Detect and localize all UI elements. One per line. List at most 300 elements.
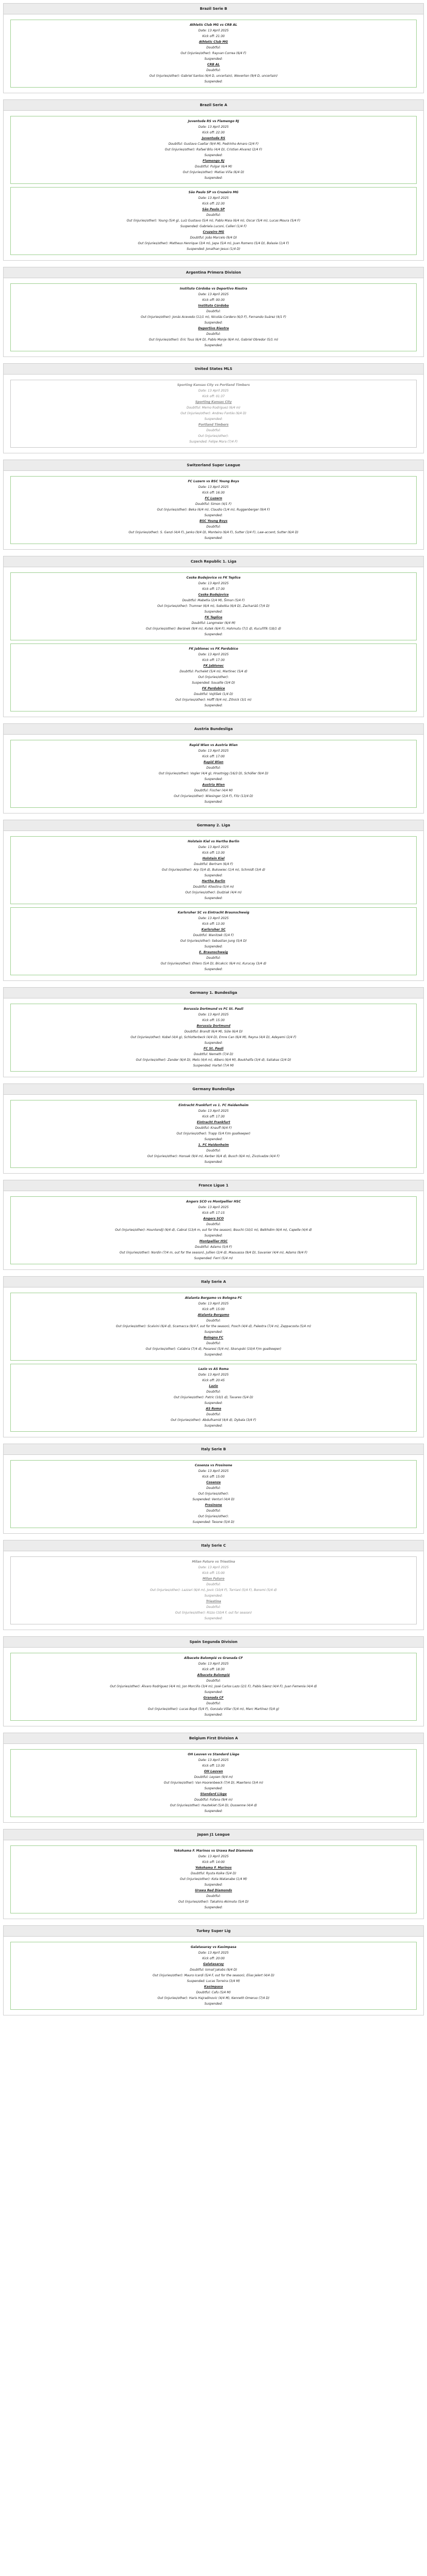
match-kickoff: Kick off: 16:30 xyxy=(202,491,225,495)
match-title: Juventude RS vs Flamengo RJ xyxy=(188,120,239,123)
away-team-name[interactable]: Standard Liège xyxy=(200,1792,227,1796)
home-suspended: Suspended: xyxy=(204,1787,223,1790)
match-card xyxy=(10,572,417,640)
league-matches xyxy=(4,14,423,93)
away-team-name[interactable]: Deportivo Riestra xyxy=(198,327,229,330)
away-team-name[interactable]: Austria Wien xyxy=(202,783,225,787)
league-section xyxy=(3,1540,424,1630)
league-matches xyxy=(4,111,423,260)
away-doubtful: Doubtful: Fischer (4/4 M) xyxy=(194,789,233,792)
league-matches xyxy=(4,567,423,717)
match-title: São Paulo SP vs Cruzeiro MG xyxy=(188,191,239,194)
match-title: Borussia Dortmund vs FC St. Pauli xyxy=(184,1007,243,1011)
home-team-name[interactable]: Galatasaray xyxy=(203,1962,224,1966)
match-date: Date: 13 April 2025 xyxy=(198,1566,229,1569)
home-team-name[interactable]: Albacete Balompié xyxy=(197,1673,230,1677)
home-doubtful: Doubtful: xyxy=(206,1319,221,1323)
league-matches xyxy=(4,735,423,813)
away-suspended: Suspended: xyxy=(204,896,223,900)
league-section xyxy=(3,3,424,93)
league-matches xyxy=(4,1840,423,1919)
match-card xyxy=(10,20,417,88)
league-title: Germany 2. Liga xyxy=(4,820,423,831)
away-doubtful: Doubtful: xyxy=(206,956,221,960)
home-team-name[interactable]: Cosenza xyxy=(206,1481,221,1484)
away-doubtful: Doubtful: Langmeier (6/4 M) xyxy=(191,621,236,625)
away-out: Out (injuries/other): Calabria (7/4 d), Pesaresi (5/4 m), Skorupski (10/4 F/m goalkeeper) xyxy=(145,1347,282,1351)
league-title: Turkey Super Lig xyxy=(4,1926,423,1937)
home-out: Out (injuries/other): Arp (5/4 d), Bukowiec (1/4 m), Schmidt (3/4 d) xyxy=(161,868,266,872)
away-out: Out (injuries/other): Takahiro Akimoto (5/4 D) xyxy=(178,1900,249,1904)
match-title: FC Luzern vs BSC Young Boys xyxy=(188,480,239,483)
away-doubtful: Doubtful: Kliestina (5/4 m) xyxy=(193,885,234,889)
home-doubtful: Doubtful: xyxy=(206,1223,221,1226)
away-out: Out (injuries/other): Zander (6/4 D), Mets (4/4 m), Albers (6/4 M), Boukhalfa (3/4 d), Saliakas (2/4 D) xyxy=(136,1058,291,1062)
away-out: Out (injuries/other): Matheus Henrique (3/4 m), Japa (5/4 m), Juan Romero (5/4 D), Bolasie (1/4 F) xyxy=(138,242,289,245)
away-out: Out (injuries/other): Gabriel Santos (6/4 D, uncertain), Weverton (9/4 D, uncertain) xyxy=(149,74,278,78)
home-team-name[interactable]: FC Luzern xyxy=(205,497,222,500)
away-suspended: Suspended: xyxy=(204,176,223,180)
league-title: Spain Segunda Division xyxy=(4,1637,423,1648)
match-date: Date: 13 April 2025 xyxy=(198,196,229,200)
away-team-name[interactable]: Flamengo RJ xyxy=(202,159,225,163)
match-card xyxy=(10,1100,417,1168)
away-out: Out (injuries/other): Rizzo (10/4 F, out for season) xyxy=(175,1611,252,1615)
home-team-name[interactable]: Juventude RS xyxy=(202,137,225,140)
home-out: Out (injuries/other): Trapp (5/4 F/m goalkeeper) xyxy=(176,1132,251,1136)
away-team-name[interactable]: 1. FC Heidenheim xyxy=(198,1143,229,1147)
away-doubtful: Doubtful: xyxy=(206,1894,221,1898)
league-matches xyxy=(4,375,423,453)
match-date: Date: 13 April 2025 xyxy=(198,1373,229,1377)
home-doubtful: Doubtful: xyxy=(206,1679,221,1683)
match-date: Date: 13 April 2025 xyxy=(198,582,229,585)
match-kickoff: Kick off: 17:30 xyxy=(202,658,225,662)
home-suspended: Suspended: xyxy=(204,1401,223,1405)
home-doubtful: Doubtful: Gustavo Cuellar (9/4 M), Pedrinho Amaro (2/4 F) xyxy=(168,142,259,146)
home-out: Out (injuries/other): Van Hoorenbeeck (7/4 D), Maertens (3/4 m) xyxy=(163,1781,264,1785)
away-suspended: Suspended: Hartel (7/4 M) xyxy=(193,1064,234,1067)
home-out: Out (injuries/other): Young (5/4 g), Luiz Gustavo (5/4 m), Pablo Maia (6/4 m), Oscar (5/4 m), Lucas Moura (5/4 F) xyxy=(126,219,301,223)
away-doubtful: Doubtful: Fofana (9/4 m) xyxy=(194,1798,233,1802)
home-suspended: Suspended: Gabriela Luconi, Calleri (1/4 F) xyxy=(180,225,247,228)
home-team-name[interactable]: Angers SCO xyxy=(203,1217,224,1221)
league-section xyxy=(3,267,424,357)
away-suspended: Suspended: xyxy=(204,1424,223,1428)
away-team-name[interactable]: Cruzeiro MG xyxy=(203,230,224,234)
match-card xyxy=(10,1196,417,1264)
away-team-name[interactable]: Hertha Berlin xyxy=(202,879,225,883)
home-suspended: Suspended: xyxy=(204,57,223,61)
league-section xyxy=(3,723,424,814)
away-team-name[interactable]: Frosinone xyxy=(205,1503,222,1507)
away-suspended: Suspended: xyxy=(204,80,223,83)
match-card xyxy=(10,1460,417,1528)
home-out: Out (injuries/other): Vogler (4/4 g), Hrastnigg (16/3 D), Schöller (9/4 D) xyxy=(158,772,269,775)
league-matches xyxy=(4,1191,423,1269)
home-team-name[interactable]: Milan Futuro xyxy=(202,1577,225,1581)
match-kickoff: Kick off: 13:30 xyxy=(202,1764,225,1768)
match-kickoff: Kick off: 22:30 xyxy=(202,131,225,134)
away-doubtful: Doubtful: xyxy=(206,1149,221,1153)
away-out: Out (injuries/other): xyxy=(198,434,229,438)
match-card xyxy=(10,380,417,448)
home-suspended: Suspended: xyxy=(204,1883,223,1887)
home-doubtful: Doubtful: Ryuta Koike (5/4 D) xyxy=(190,1872,237,1875)
home-out: Out (injuries/other): Mauro Icardi (5/4 F, out for the season), Elias Jelert (4/4 D) xyxy=(152,1974,275,1977)
league-title: Italy Serie C xyxy=(4,1540,423,1551)
match-card xyxy=(10,643,417,711)
league-section xyxy=(3,820,424,981)
away-out: Out (injuries/other): Abdulhamid (4/4 d), Dybala (3/4 F) xyxy=(171,1418,256,1422)
away-out: Out (injuries/other): S. Ganzi (4/4 F), Janko (9/4 D), Monteiro (6/4 F), Sutter (3/4 F), Law-accent, Sutter (6/4 D) xyxy=(128,531,299,534)
home-team-name[interactable]: Lazio xyxy=(209,1384,218,1388)
home-suspended: Suspended: xyxy=(204,1690,223,1694)
league-matches xyxy=(4,1551,423,1630)
home-team-name[interactable]: Yokohama F. Marinos xyxy=(195,1866,232,1870)
league-section xyxy=(3,1829,424,1919)
match-card xyxy=(10,1364,417,1432)
away-team-name[interactable]: Triestina xyxy=(206,1600,221,1603)
league-title: Italy Serie A xyxy=(4,1277,423,1287)
home-suspended: Suspended: xyxy=(204,321,223,325)
away-out: Out (injuries/other): Matias Viña (6/4 D) xyxy=(183,171,244,174)
match-card xyxy=(10,116,417,184)
home-doubtful: Doubtful: xyxy=(206,766,221,770)
home-team-name[interactable]: Eintracht Frankfurt xyxy=(196,1121,231,1124)
away-suspended: Suspended: xyxy=(204,1617,223,1620)
league-section xyxy=(3,1276,424,1437)
league-section xyxy=(3,987,424,1077)
away-suspended: Suspended: xyxy=(204,1906,223,1909)
away-suspended: Suspended: xyxy=(204,1353,223,1357)
match-title: Ceske Budejovice vs FK Teplice xyxy=(186,576,241,580)
home-suspended: Suspended: xyxy=(204,514,223,517)
home-team-name[interactable]: Borussia Dortmund xyxy=(196,1024,231,1028)
match-date: Date: 13 April 2025 xyxy=(198,1662,229,1666)
away-team-name[interactable]: Urawa Red Diamonds xyxy=(195,1889,232,1892)
league-title: Brazil Serie A xyxy=(4,100,423,111)
away-out: Out (injuries/other): Nordin (7/4 m, out for the season), Jullien (2/4 d), Maouassa (9/4 D), Savanier (4/4 m), Adams (9/4 F) xyxy=(119,1251,308,1255)
home-suspended: Suspended: xyxy=(204,1234,223,1238)
away-suspended: Suspended: xyxy=(204,800,223,804)
match-date: Date: 13 April 2025 xyxy=(198,1758,229,1762)
match-date: Date: 13 April 2025 xyxy=(198,653,229,656)
match-date: Date: 13 April 2025 xyxy=(198,917,229,920)
league-title: Argentina Primera Division xyxy=(4,267,423,278)
league-matches xyxy=(4,1937,423,2015)
away-doubtful: Doubtful: xyxy=(206,1509,221,1513)
away-doubtful: Doubtful: Adams (5/4 F) xyxy=(195,1245,232,1249)
home-out: Out (injuries/other): xyxy=(198,675,229,679)
match-card xyxy=(10,1293,417,1361)
match-card xyxy=(10,1556,417,1624)
away-team-name[interactable]: Portland Timbers xyxy=(198,423,229,427)
away-suspended: Suspended: xyxy=(204,704,223,707)
home-doubtful: Doubtful: Puchelet (5/4 m), Martinec (5/4 d) xyxy=(179,670,248,673)
match-kickoff: Kick off: 17:15 xyxy=(202,1211,225,1215)
home-team-name[interactable]: São Paulo SP xyxy=(202,208,225,211)
away-suspended: Suspended: xyxy=(204,2002,223,2006)
away-doubtful: Doubtful: Vojtíšek (1/4 D) xyxy=(194,692,233,696)
home-out: Out (injuries/other): Beka (6/4 m), Claudio (1/4 m), Ruggenberger (9/4 F) xyxy=(157,508,270,512)
home-doubtful: Doubtful: xyxy=(206,1390,221,1394)
away-doubtful: Doubtful: xyxy=(206,332,221,336)
away-team-name[interactable]: Bologna FC xyxy=(203,1336,224,1340)
league-section xyxy=(3,460,424,550)
match-date: Date: 13 April 2025 xyxy=(198,1013,229,1016)
home-team-name[interactable]: Rapid Wien xyxy=(203,760,224,764)
home-team-name[interactable]: FK Jablonec xyxy=(203,664,224,668)
match-title: Rapid Wien vs Austria Wien xyxy=(189,743,238,747)
home-team-name[interactable]: Instituto Córdoba xyxy=(198,304,229,308)
league-matches xyxy=(4,471,423,549)
match-date: Date: 13 April 2025 xyxy=(198,1206,229,1209)
home-out: Out (injuries/other): Patric (10/1 d), Tavares (5/4 D) xyxy=(174,1396,253,1399)
match-date: Date: 13 April 2025 xyxy=(198,1855,229,1858)
league-title: Brazil Serie B xyxy=(4,4,423,14)
match-card xyxy=(10,907,417,975)
league-matches xyxy=(4,831,423,980)
home-team-name[interactable]: Atalanta Bergamo xyxy=(198,1313,229,1317)
match-date: Date: 13 April 2025 xyxy=(198,1302,229,1306)
match-card xyxy=(10,836,417,904)
match-date: Date: 13 April 2025 xyxy=(198,125,229,129)
away-suspended: Suspended: Felipe Mora (7/4 F) xyxy=(189,440,238,444)
away-suspended: Suspended: xyxy=(204,633,223,636)
league-section xyxy=(3,1444,424,1534)
away-out: Out (injuries/other): Hoffl (9/4 m), Zitnick (3/1 m) xyxy=(175,698,252,702)
match-title: Athletic Club MG vs CRB AL xyxy=(190,23,237,27)
away-suspended: Suspended: xyxy=(204,344,223,347)
match-date: Date: 13 April 2025 xyxy=(198,1951,229,1955)
match-title: Sporting Kansas City vs Portland Timbers xyxy=(177,383,250,387)
league-section xyxy=(3,1925,424,2015)
away-doubtful: Doubtful: xyxy=(206,69,221,72)
league-section xyxy=(3,1636,424,1726)
away-team-name[interactable]: E. Braunschweig xyxy=(199,951,228,954)
home-doubtful: Doubtful: xyxy=(206,1486,221,1490)
home-team-name[interactable]: Sporting Kansas City xyxy=(195,400,232,404)
away-team-name[interactable]: Montpellier HSC xyxy=(199,1240,228,1243)
match-card xyxy=(10,1942,417,2010)
match-date: Date: 13 April 2025 xyxy=(198,389,229,393)
home-suspended: Suspended: xyxy=(204,874,223,877)
match-title: FK Jablonec vs FK Pardubice xyxy=(189,647,238,651)
away-suspended: Suspended: xyxy=(204,1809,223,1813)
home-team-name[interactable]: Karlsruher SC xyxy=(201,928,226,931)
league-matches xyxy=(4,1287,423,1437)
league-title: Germany Bundesliga xyxy=(4,1084,423,1095)
away-suspended: Suspended: Tesone (5/4 D) xyxy=(192,1520,235,1524)
league-section xyxy=(3,1180,424,1270)
home-out: Out (injuries/other): Hountondji (6/4 d), Cabral (13/4 m, out for the season), Bouchi (10/1 m), Belkhdim (6/4 m), Capelle (4/4 d) xyxy=(115,1228,312,1232)
match-kickoff: Kick off: 22:30 xyxy=(202,202,225,206)
away-suspended: Suspended: Ferri (5/4 m) xyxy=(194,1257,233,1260)
home-doubtful: Doubtful: xyxy=(206,46,221,49)
match-card xyxy=(10,283,417,351)
home-doubtful: Doubtful: Knauff (6/4 F) xyxy=(195,1126,232,1130)
away-team-name[interactable]: Granada CF xyxy=(203,1696,224,1700)
away-team-name[interactable]: FC St. Pauli xyxy=(203,1047,224,1050)
match-kickoff: Kick off: 14:00 xyxy=(202,1860,225,1864)
match-card xyxy=(10,187,417,255)
away-out: Out (injuries/other): Hautekiet (5/4 D), Dussenne (4/4 d) xyxy=(170,1804,257,1807)
home-out: Out (injuries/other): Jonás Acevedo (11/1 m), Nicolás Cordero (6/3 F), Fernando Suárez (4/1 F) xyxy=(140,315,287,319)
away-out: Out (injuries/other): Wiesinger (2/4 F), Fitz (13/4 D) xyxy=(174,794,253,798)
away-doubtful: Doubtful: João Marcelo (9/4 D) xyxy=(190,236,237,240)
home-out: Out (injuries/other): Kota Watanabe (1/4 M) xyxy=(179,1877,248,1881)
home-out: Out (injuries/other): Rayvan Correa (6/4 F) xyxy=(180,52,247,55)
home-doubtful: Doubtful: xyxy=(206,213,221,217)
away-team-name[interactable]: BSC Young Boys xyxy=(199,519,228,523)
away-team-name[interactable]: FK Pardubice xyxy=(202,687,225,690)
league-matches xyxy=(4,1455,423,1533)
league-title: United States MLS xyxy=(4,364,423,375)
league-section xyxy=(3,1733,424,1823)
away-team-name[interactable]: FK Teplice xyxy=(204,616,223,619)
home-doubtful: Doubtful: Simon (4/1 F) xyxy=(195,502,232,506)
match-kickoff: Kick off: 15:00 xyxy=(202,1475,225,1479)
league-matches xyxy=(4,1095,423,1173)
match-title: Galatasaray vs Kasimpasa xyxy=(190,1945,237,1949)
home-suspended: Suspended: xyxy=(204,154,223,157)
league-title: France Ligue 1 xyxy=(4,1180,423,1191)
league-title: Belgium First Division A xyxy=(4,1733,423,1744)
match-date: Date: 13 April 2025 xyxy=(198,845,229,849)
home-out: Out (injuries/other): Álvaro Rodríguez (4/4 m), Jon Morcillo (3/4 m), José Carlos Lazo (2/1 F), Pablo Sáenz (4/4 F), Juan Femenía (4/4 d) xyxy=(110,1685,317,1688)
league-section xyxy=(3,363,424,453)
league-title: Japan J1 League xyxy=(4,1829,423,1840)
away-suspended: Suspended: xyxy=(204,1160,223,1164)
match-date: Date: 13 April 2025 xyxy=(198,29,229,32)
home-doubtful: Doubtful: Bertram (6/4 F) xyxy=(194,862,233,866)
home-team-name[interactable]: Athletic Club MG xyxy=(199,40,228,44)
match-title: Angers SCO vs Montpellier HSC xyxy=(186,1200,241,1204)
home-suspended: Suspended: Lucas Torreira (3/4 M) xyxy=(187,1979,240,1983)
away-out: Out (injuries/other): Ehlers (5/4 D), Bicakcic (6/4 m), Kurucay (3/4 d) xyxy=(160,962,267,965)
away-out: Out (injuries/other): Eric Tous (6/4 D), Pablo Monje (6/4 m), Gabriel Obredor (5/1 m) xyxy=(149,338,278,342)
home-suspended: Suspended: xyxy=(204,777,223,781)
home-doubtful: Doubtful: Memo Rodriguez (6/4 m) xyxy=(186,406,241,410)
match-title: Milan Futuro vs Triestina xyxy=(192,1560,235,1564)
away-out: Out (injuries/other): Lucas Boyé (5/4 F), Gonzalo Villar (5/4 m), Marc Martínez (5/4 g) xyxy=(147,1707,280,1711)
home-doubtful: Doubtful: Brandt (6/4 M), Süle (6/4 D) xyxy=(184,1030,243,1033)
match-title: OH Leuven vs Standard Liège xyxy=(188,1753,239,1756)
home-doubtful: Doubtful: Wanitzek (5/4 F) xyxy=(193,934,234,937)
home-suspended: Suspended: Souaille (3/4 D) xyxy=(192,681,235,685)
away-team-name[interactable]: CRB AL xyxy=(207,63,220,66)
away-doubtful: Doubtful: Nemeth (7/4 D) xyxy=(193,1053,234,1056)
match-title: Cosenza vs Frosinone xyxy=(194,1464,233,1467)
league-matches xyxy=(4,1744,423,1822)
league-section xyxy=(3,1083,424,1174)
match-title: Atalanta Bergamo vs Bologna FC xyxy=(185,1296,242,1300)
league-title: Austria Bundesliga xyxy=(4,724,423,735)
match-card xyxy=(10,1004,417,1072)
away-team-name[interactable]: AS Roma xyxy=(206,1407,221,1411)
match-kickoff: Kick off: 13:30 xyxy=(202,922,225,926)
match-kickoff: Kick off: 17:30 xyxy=(202,1115,225,1118)
away-team-name[interactable]: Kasimpasa xyxy=(204,1985,223,1989)
home-suspended: Suspended: xyxy=(204,1594,223,1598)
away-suspended: Suspended: xyxy=(204,536,223,540)
match-kickoff: Kick off: 15:00 xyxy=(202,1571,225,1575)
home-doubtful: Doubtful: xyxy=(206,310,221,313)
away-doubtful: Doubtful: xyxy=(206,525,221,529)
match-title: Yokohama F. Marinos vs Urawa Red Diamonds xyxy=(173,1849,254,1853)
match-kickoff: Kick off: 21:30 xyxy=(202,35,225,38)
away-suspended: Suspended: xyxy=(204,1713,223,1717)
match-kickoff: Kick off: 20:45 xyxy=(202,1379,225,1382)
match-kickoff: Kick off: 13:30 xyxy=(202,851,225,855)
away-out: Out (injuries/other): Honsak (9/4 m), Kerber (6/4 d), Busch (6/4 m), Zivzivadze (4/4 F) xyxy=(147,1155,280,1158)
home-doubtful: Doubtful: Ismail Jakobs (6/4 D) xyxy=(190,1968,237,1972)
league-matches xyxy=(4,278,423,357)
match-date: Date: 13 April 2025 xyxy=(198,485,229,489)
away-doubtful: Doubtful: xyxy=(206,1702,221,1705)
match-card xyxy=(10,740,417,808)
home-team-name[interactable]: Ceske Budejovice xyxy=(198,593,229,597)
match-kickoff: Kick off: 17:00 xyxy=(202,755,225,758)
match-kickoff: Kick off: 15:00 xyxy=(202,1308,225,1311)
home-doubtful: Doubtful: xyxy=(206,1583,221,1586)
match-kickoff: Kick off: 15:30 xyxy=(202,1019,225,1022)
away-doubtful: Doubtful: xyxy=(206,1413,221,1416)
home-suspended: Suspended: Venturi (4/4 D) xyxy=(192,1498,235,1501)
match-card xyxy=(10,1845,417,1913)
match-date: Date: 13 April 2025 xyxy=(198,749,229,753)
away-doubtful: Doubtful: Pulgar (6/4 M) xyxy=(194,165,233,168)
match-title: Albacete Balompié vs Granada CF xyxy=(184,1656,243,1660)
match-card xyxy=(10,1653,417,1721)
match-title: Instituto Córdoba vs Deportivo Riestra xyxy=(179,287,248,291)
home-team-name[interactable]: OH Leuven xyxy=(204,1770,223,1773)
match-kickoff: Kick off: 01:37 xyxy=(202,395,225,398)
match-kickoff: Kick off: 17:30 xyxy=(202,587,225,591)
home-suspended: Suspended: xyxy=(204,945,223,948)
match-card xyxy=(10,1749,417,1817)
away-suspended: Suspended: xyxy=(204,968,223,971)
home-out: Out (injuries/other): xyxy=(198,1492,229,1496)
away-out: Out (injuries/other): xyxy=(198,1515,229,1518)
league-title: Switzerland Super League xyxy=(4,460,423,471)
away-suspended: Suspended: Jonathan Jesus (1/4 D) xyxy=(186,247,241,251)
away-out: Out (injuries/other): Dudziak (4/4 m) xyxy=(185,891,242,894)
league-matches xyxy=(4,998,423,1077)
match-title: Eintracht Frankfurt vs 1. FC Heidenheim xyxy=(178,1104,249,1107)
home-out: Out (injuries/other): Andreu Fontàs (6/4 D) xyxy=(180,412,247,415)
match-title: Holstein Kiel vs Hertha Berlin xyxy=(188,840,239,843)
away-doubtful: Doubtful: Cafu (5/4 M) xyxy=(196,1991,231,1994)
match-kickoff: Kick off: 18:30 xyxy=(202,1668,225,1671)
away-doubtful: Doubtful: xyxy=(206,1342,221,1345)
home-suspended: Suspended: xyxy=(204,1330,223,1334)
match-card xyxy=(10,476,417,544)
league-section xyxy=(3,99,424,261)
away-doubtful: Doubtful: xyxy=(206,429,221,432)
match-title: Karlsruher SC vs Eintracht Braunschweig xyxy=(177,911,250,914)
away-doubtful: Doubtful: xyxy=(206,1605,221,1609)
away-out: Out (injuries/other): Beránek (9/4 m), Kutek (6/4 F), Hahmutu (7/1 d), Kucuřířík (18/1 d) xyxy=(145,627,282,631)
home-suspended: Suspended: xyxy=(204,1138,223,1141)
home-suspended: Suspended: xyxy=(204,1041,223,1045)
home-out: Out (injuries/other): Trumner (6/4 m), Sobotka (6/4 D), Zachariáš (7/4 D) xyxy=(157,604,270,608)
home-team-name[interactable]: Holstein Kiel xyxy=(202,857,225,860)
home-suspended: Suspended: xyxy=(204,610,223,614)
away-out: Out (injuries/other): Haris Hajradinovic (4/4 M), Kenneth Omeruo (7/4 D) xyxy=(157,1996,270,2000)
home-out: Out (injuries/other): Scalvini (6/4 d), Scamacca (9/4 F, out for the season), Posch (4/4 d), Palestra (7/4 m), Zappacosta (5/4 m) xyxy=(116,1325,311,1328)
